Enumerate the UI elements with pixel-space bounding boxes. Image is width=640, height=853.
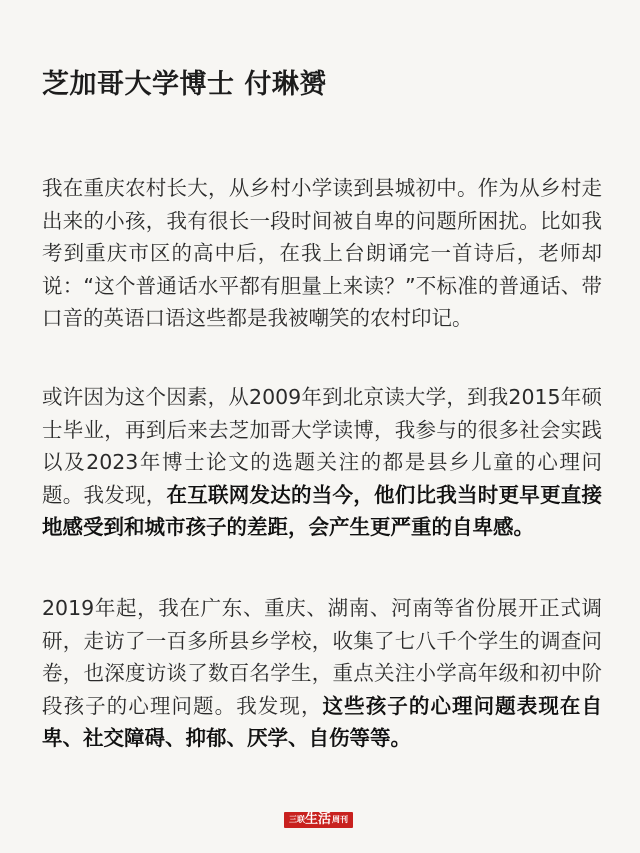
publication-logo — [284, 812, 353, 828]
paragraph-2-text: 或许因为这个因素，从2009年到北京读大学，到我2015年硕士毕业，再到后来去芝加哥大学读博，我参与的很多社会实践以及2023年博士论文的选题关注的都是县乡儿童的心理问题。我发现， — [42, 385, 602, 507]
paragraph-3-highlight: 这些孩子的心理问题表现在自卑、社交障碍、抑郁、厌学、自伤等等。 — [42, 693, 603, 750]
paragraph-1-text: 我在重庆农村长大，从乡村小学读到县城初中。作为从乡村走出来的小孩，我有很长一段时间被自卑的问题所困扰。比如我考到重庆市区的高中后，在我上台朗诵完一首诗后，老师却说：“这个普通话水平都有胆量上来读？”不标准的普通话、带口音的英语口语这些都是我被嘲笑的农村印记。 — [42, 176, 602, 330]
paragraph-3 — [42, 592, 602, 755]
logo-prefix: 三联 — [289, 815, 305, 824]
article-title: 芝加哥大学博士 付琳赟 — [42, 69, 327, 100]
paragraph-3-text: 2019年起，我在广东、重庆、湖南、河南等省份展开正式调研，走访了一百多所县乡学校，收集了七八千个学生的调查问卷，也深度访谈了数百名学生，重点关注小学高年级和初中阶段孩子的心理问题。我发现， — [42, 596, 602, 718]
logo-main: 生活 — [305, 812, 332, 827]
paragraph-2 — [42, 381, 602, 544]
paragraph-1 — [42, 172, 602, 335]
paragraph-2-highlight: 在互联网发达的当今，他们比我当时更早更直接地感受到和城市孩子的差距，会产生更严重的自卑感。 — [42, 482, 602, 539]
logo-suffix: 周刊 — [332, 815, 349, 824]
